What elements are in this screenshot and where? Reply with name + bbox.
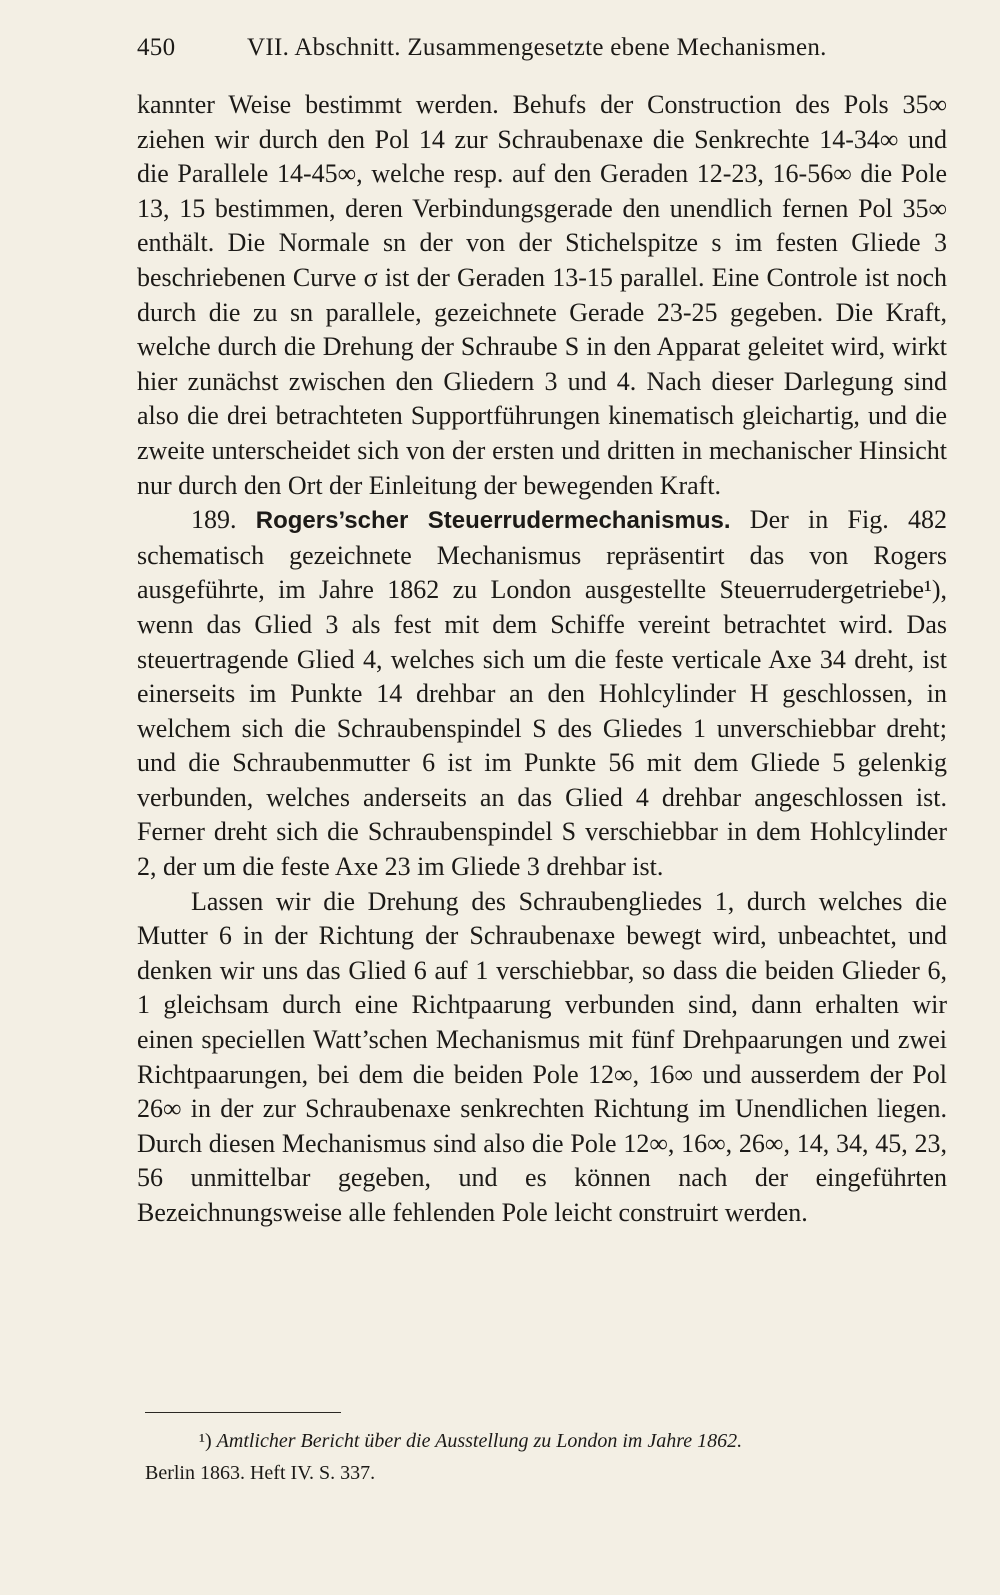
page-number: 450 [137,34,176,61]
footnote-title: Amtlicher Bericht über die Ausstellung zu London im Jahre 1862. [216,1430,743,1452]
footnote-divider [145,1412,341,1413]
section-title: Rogers’scher Steuerrudermechanismus. [255,507,731,535]
paragraph-watt-mechanism: Lassen wir die Drehung des Schraubengliedes 1, durch welches die Mutter 6 in der Richtung der Schraubenaxe bewegt wird, unbeachtet, und denken wir uns das Glied 6 auf 1 verschiebbar, so dass die beiden Glieder 6, 1 gleichsam durch eine Richtpaarung verbunden sind, dann erhalten wir einen speciellen Watt’schen Mechanismus mit fünf Drehpaarungen und zwei Richtpaarungen, bei dem die beiden Pole 12∞, 16∞ und ausserdem der Pol 26∞ in der zur Schraubenaxe senkrechten Richtung im Unendlichen liegen. Durch diesen Mechanismus sind also die Pole 12∞, 16∞, 26∞, 14, 34, 45, 23, 56 unmittelbar gegeben, und es können nach der eingeführten Bezeichnungsweise alle fehlenden Pole leicht construirt werden. [137,886,947,1227]
section-text: Der in Fig. 482 schematisch gezeichnete Mechanismus repräsentirt das von Rogers ausgeführte, im Jahre 1862 zu London ausgestellte Steuerrudergetriebe¹), wenn das Glied 3 als fest mit dem Schiffe vereint betrachtet wird. Das steuertragende Glied 4, welches sich um die feste verticale Axe 34 dreht, ist einerseits im Punkte 14 drehbar an den Hohlcylinder H geschlossen, in welchem sich die Schraubenspindel S des Gliedes 1 unverschiebbar dreht; und die Schraubenmutter 6 ist im Punkte 56 mit dem Gliede 5 gelenkig verbunden, welches anderseits an das Glied 4 drehbar angeschlossen ist. Ferner dreht sich die Schraubenspindel S verschiebbar in dem Hohlcylinder 2, der um die feste Axe 23 im Gliede 3 drehbar ist. [137,505,948,882]
section-189-paragraph [137,503,947,885]
footnote-line-1 [145,1425,945,1457]
body-text [137,88,947,1231]
section-number: 189. [191,505,237,535]
footnote-reference: Berlin 1863. Heft IV. S. 337. [145,1462,376,1484]
footnote-marker: ¹) [199,1430,212,1452]
footnote [145,1425,945,1489]
running-title: VII. Abschnitt. Zusammengesetzte ebene Mechanismen. [247,34,827,61]
paragraph-continuation: kannter Weise bestimmt werden. Behufs der Construction des Pols 35∞ ziehen wir durch den Pol 14 zur Schraubenaxe die Senkrechte 14-34∞ und die Parallele 14-45∞, welche resp. auf den Geraden 12-23, 16-56∞ die Pole 13, 15 bestimmen, deren Verbindungsgerade den unendlich fernen Pol 35∞ enthält. Die Normale sn der von der Stichelspitze s im festen Gliede 3 beschriebenen Curve σ ist der Geraden 13-15 parallel. Eine Controle ist noch durch die zu sn parallele, gezeichnete Gerade 23-25 gegeben. Die Kraft, welche durch die Drehung der Schraube S in den Apparat geleitet wird, wirkt hier zunächst zwischen den Gliedern 3 und 4. Nach dieser Darlegung sind also die drei betrachteten Supportführungen kinematisch gleichartig, und die zweite unterscheidet sich von der ersten und dritten in mechanischer Hinsicht nur durch den Ort der Einleitung der bewegenden Kraft. [137,90,947,500]
